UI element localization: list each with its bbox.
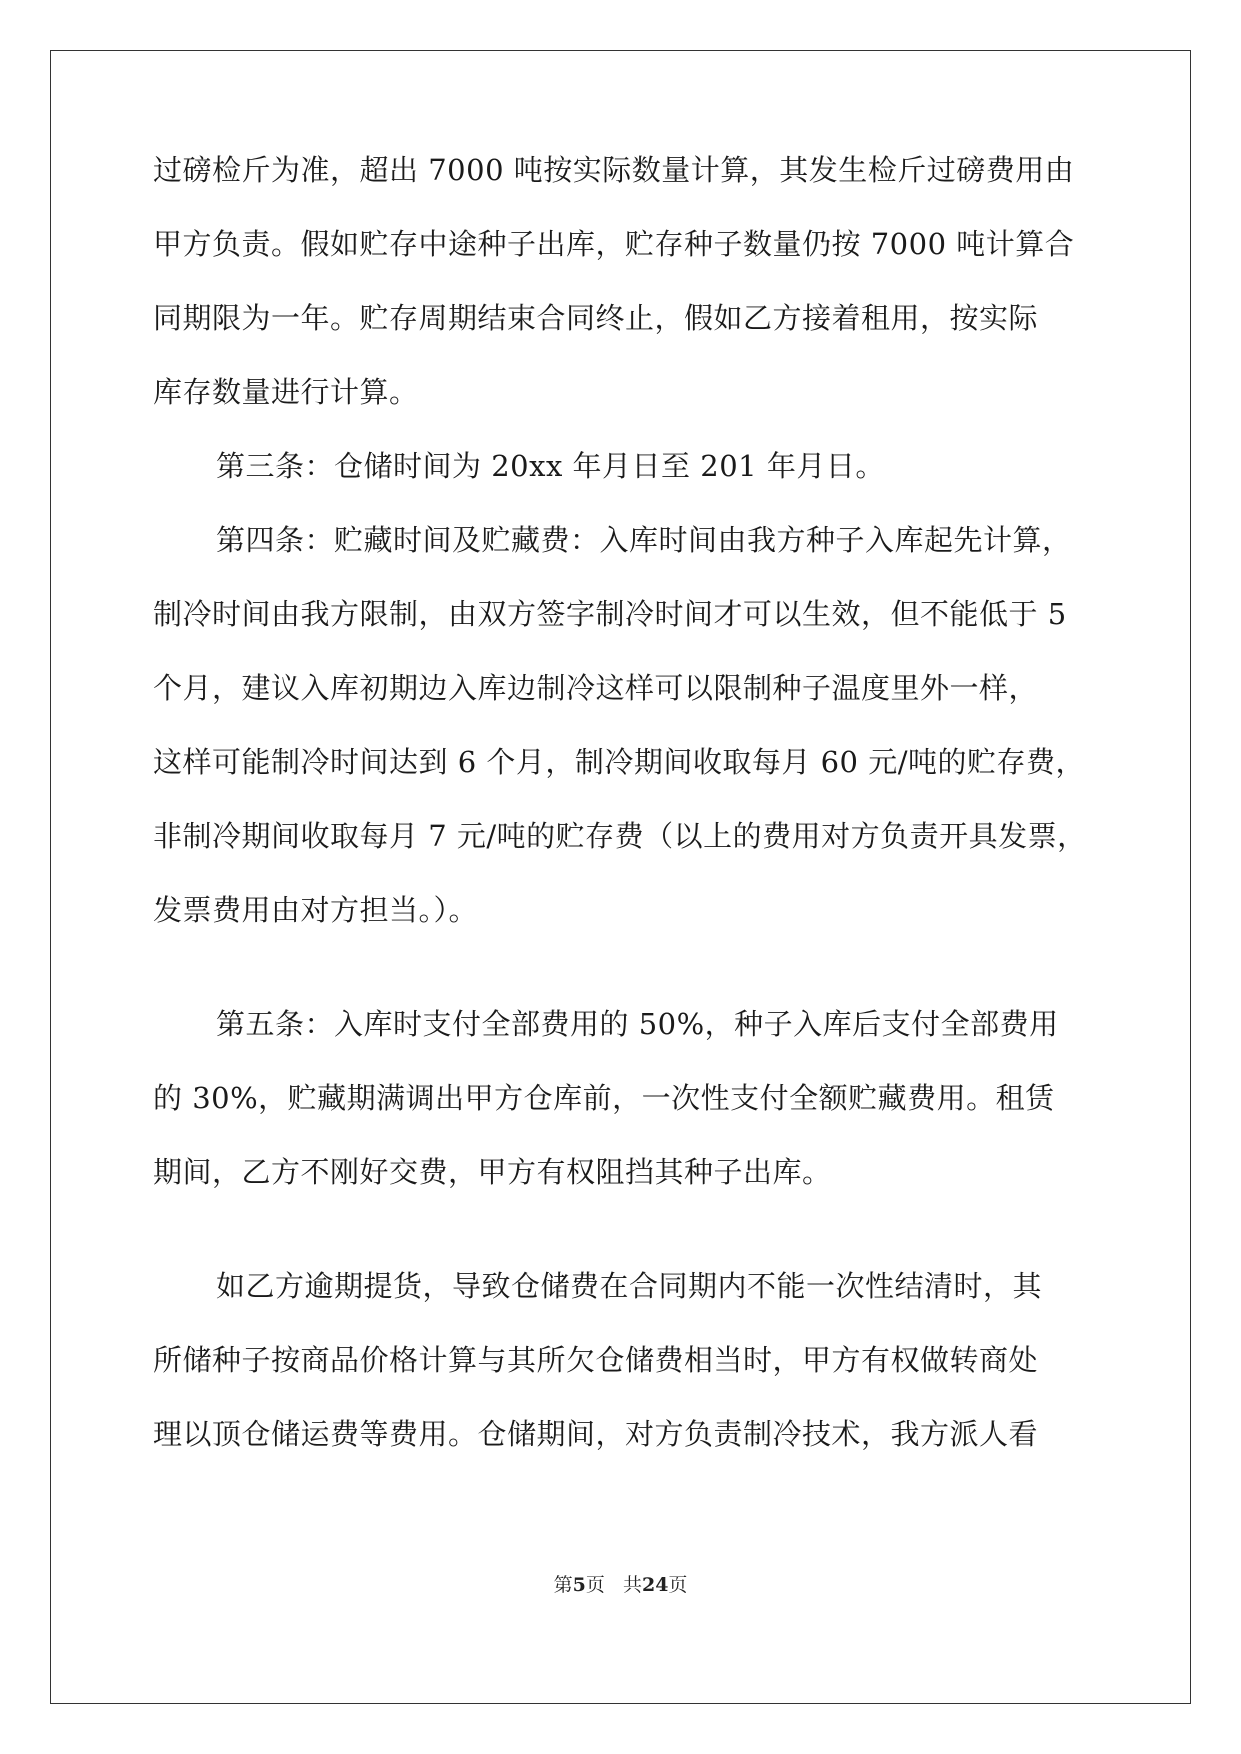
text-line: 过磅检斤为准，超出 7000 吨按实际数量计算，其发生检斤过磅费用由 (153, 153, 1075, 187)
total-pages: 24 (641, 1574, 669, 1596)
text-line: 甲方负责。假如贮存中途种子出库，贮存种子数量仍按 7000 吨计算合 (153, 227, 1075, 261)
page-footer (0, 1570, 1241, 1597)
text-line: 所储种子按商品价格计算与其所欠仓储费相当时，甲方有权做转商处 (153, 1343, 1039, 1377)
text-line: 理以顶仓储运费等费用。仓储期间，对方负责制冷技术，我方派人看 (153, 1417, 1039, 1451)
total-suffix: 页 (668, 1574, 688, 1596)
text-line: 发票费用由对方担当。）。 (153, 893, 479, 927)
page-prefix: 第 (553, 1574, 573, 1596)
text-line: 期间，乙方不刚好交费，甲方有权阻挡其种子出库。 (153, 1155, 832, 1189)
text-line: 制冷时间由我方限制，由双方签字制冷时间才可以生效，但不能低于 5 (153, 597, 1067, 631)
text-line: 个月，建议入库初期边入库边制冷这样可以限制种子温度里外一样， (153, 671, 1039, 705)
text-line: 同期限为一年。贮存周期结束合同终止，假如乙方接着租用，按实际 (153, 301, 1039, 335)
paragraph-overdue-line: 如乙方逾期提货，导致仓储费在合同期内不能一次性结清时，其 (216, 1269, 1043, 1303)
article-4-line: 第四条：贮藏时间及贮藏费：入库时间由我方种子入库起先计算， (216, 523, 1072, 557)
total-prefix: 共 (622, 1574, 642, 1596)
article-3-line: 第三条：仓储时间为 20xx 年月日至 201 年月日。 (216, 449, 885, 483)
text-line: 非制冷期间收取每月 7 元/吨的贮存费（以上的费用对方负责开具发票， (153, 819, 1087, 853)
page-number: 5 (572, 1574, 586, 1596)
article-5-line: 第五条：入库时支付全部费用的 50%，种子入库后支付全部费用 (216, 1007, 1059, 1041)
text-line: 库存数量进行计算。 (153, 375, 419, 409)
text-line: 这样可能制冷时间达到 6 个月，制冷期间收取每月 60 元/吨的贮存费， (153, 745, 1085, 779)
page-suffix: 页 (585, 1574, 605, 1596)
text-line: 的 30%，贮藏期满调出甲方仓库前，一次性支付全额贮藏费用。租赁 (153, 1081, 1055, 1115)
